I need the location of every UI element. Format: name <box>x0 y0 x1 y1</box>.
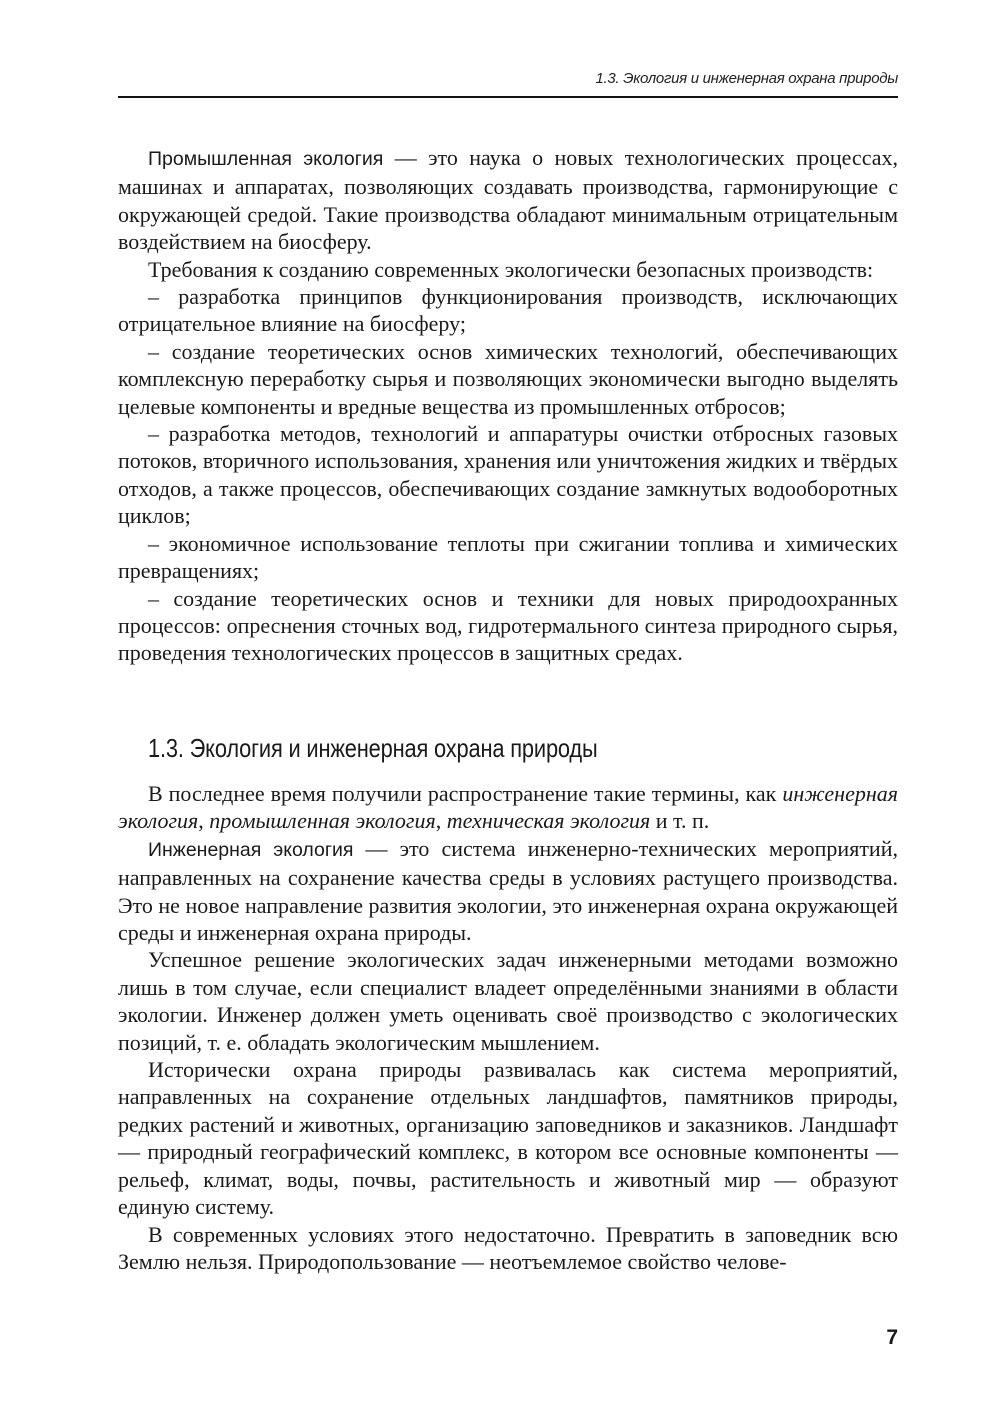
paragraph: Успешное решение экологических задач инженерными методами возможно лишь в том случае, если специалист владеет определёнными знаниями в области экологии. Инженер должен уметь оценивать своё производство с экологических позиций, т. е. обладать экологическим мышлением. <box>118 947 898 1055</box>
italic-term: инженерная экология <box>118 781 898 834</box>
intro-text <box>118 144 898 667</box>
defined-term: Инженерная экология <box>148 838 354 861</box>
paragraph: В современных условиях этого недостаточно. Превратить в заповедник всю Землю нельзя. Природопользование — неотъемлемое свойство челове- <box>118 1221 898 1274</box>
list-item: – экономичное использование теплоты при сжигании топлива и химических превращениях; <box>118 530 898 584</box>
paragraph: Требования к созданию современных экологически безопасных производств: <box>148 256 874 282</box>
paragraph: Исторически охрана природы развивалась как система мероприятий, направленных на сохранение отдельных ландшафтов, памятников природы, редких растений и животных, организацию заповедников и заказников. Ландшафт — природный географический комплекс, в котором все основные компоненты — рельеф, климат, воды, почвы, растительность и животный мир — образуют единую систему. <box>118 1057 898 1220</box>
italic-term: промышленная экология <box>209 808 436 834</box>
definition-text: — это система инженерно-технических мероприятий, направленных на сохранение качества среды в условиях растущего производства. Это не новое направление развития экологии, это инженерная охрана окружающей среды и инженерная охрана природы. <box>118 835 898 946</box>
defined-term: Промышленная экология <box>148 148 384 170</box>
list-item: – разработка методов, технологий и аппаратуры очистки отбросных газовых потоков, вторичного использования, хранения или уничтожения жидких и твёрдых отходов, а также процессов, обеспечивающих создание замкнутых водооборотных циклов; <box>118 421 898 529</box>
text-run: , <box>435 808 447 834</box>
running-head: 1.3. Экология и инженерная охрана природы <box>595 70 898 87</box>
list-item: – создание теоретических основ и техники для новых природоохранных процессов: опреснения сточных вод, гидротермального синтеза природного сырья, проведения технологических процессов в защитных средах. <box>118 585 898 666</box>
text-run: , <box>198 808 210 834</box>
header-rule <box>118 96 898 98</box>
list-item: – создание теоретических основ химических технологий, обеспечивающих комплексную переработку сырья и позволяющих экономически выгодно выделять целевые компоненты и вредные вещества из промышленных отбросов; <box>118 338 898 419</box>
page-number: 7 <box>886 1326 898 1349</box>
text-run: и т. п. <box>650 808 710 834</box>
definition-text: — это наука о новых технологических процессах, машинах и аппаратах, позволяющих создавать производства, гармонирующие с окружающей средой. Такие производства обладают минимальным отрицательным воздействием на биосферу. <box>118 145 898 255</box>
list-item: – разработка принципов функционирования производств, исключающих отрицательное влияние на биосферу; <box>118 284 898 337</box>
section-heading: 1.3. Экология и инженерная охрана природы <box>148 733 598 763</box>
italic-term: техническая экология <box>446 808 651 834</box>
paragraph <box>118 144 898 256</box>
text-run: В последнее время получили распространение такие термины, как <box>148 781 783 806</box>
paragraph <box>118 780 898 835</box>
section-text <box>118 780 898 1275</box>
paragraph <box>118 835 898 947</box>
